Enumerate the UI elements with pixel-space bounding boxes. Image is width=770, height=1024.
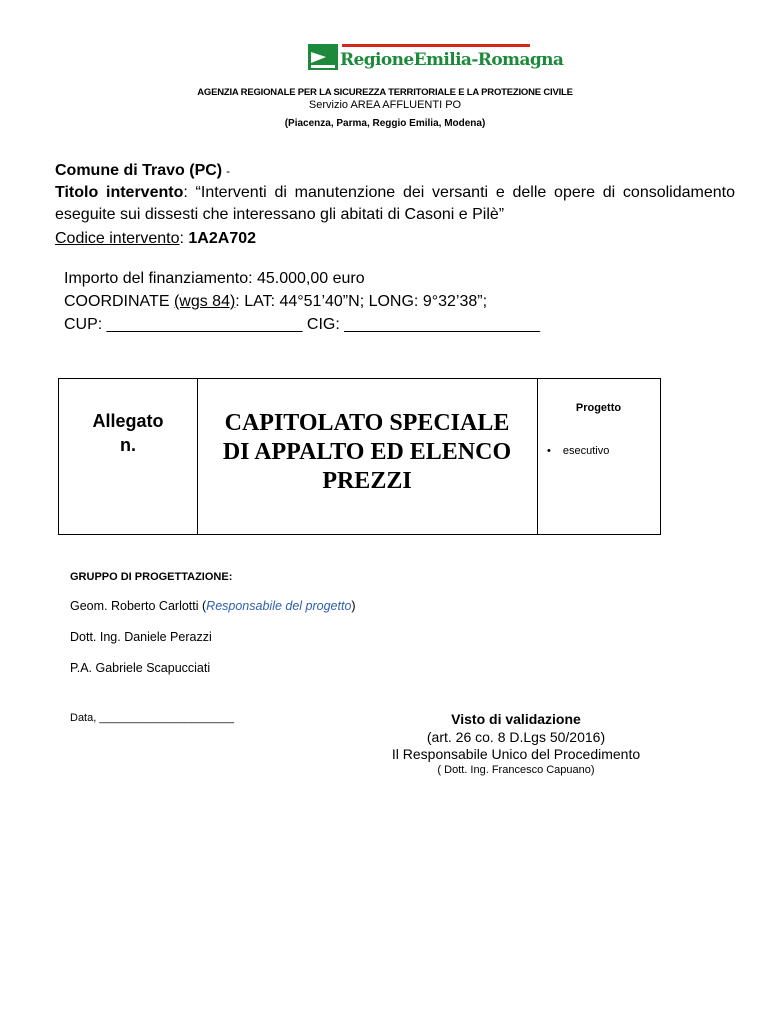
visto-rup-name: ( Dott. Ing. Francesco Capuano) (437, 764, 595, 776)
service-name: Servizio AREA AFFLUENTI PO (308, 99, 462, 111)
allegato-n: n. (120, 435, 136, 455)
member-perazzi: Dott. Ing. Daniele Perazzi (70, 630, 212, 644)
coordinate-line (64, 291, 704, 314)
titolo-label: Titolo intervento (55, 184, 184, 201)
comune-line (55, 160, 735, 182)
coord-rest: : LAT: 44°51’40”N; LONG: 9°32’38”; (235, 293, 488, 310)
group-title: GRUPPO DI PROGETTAZIONE: (70, 571, 233, 583)
title-line-1: CAPITOLATO SPECIALE (224, 410, 510, 436)
comune: Comune di Travo (PC) (55, 162, 223, 179)
codice-sep: : (179, 230, 189, 247)
visto-rup: Il Responsabile Unico del Procedimento (391, 746, 641, 762)
member-scapucciati: P.A. Gabriele Scapucciati (70, 661, 211, 675)
codice-intervento (55, 228, 735, 250)
regione-emblem-icon (308, 44, 338, 70)
member-role: Responsabile del progetto (206, 599, 352, 613)
logo-red-bar (342, 44, 530, 47)
codice-value: 1A2A702 (188, 230, 257, 247)
member-carlotti (70, 599, 356, 613)
codice-label: Codice intervento (55, 230, 180, 247)
allegato-label (59, 409, 197, 457)
member-name: Geom. Roberto Carlotti ( (70, 599, 207, 613)
agency-name: AGENZIA REGIONALE PER LA SICUREZZA TERRITORIALE E LA PROTEZIONE CIVILE (197, 87, 573, 98)
titolo-text: : “Interventi di manutenzione dei versanti e delle opere di consolidamento eseguite sui dissesti che interessano gli abitati di Casoni e Pilè” (55, 184, 736, 223)
logo-text: RegioneEmilia-Romagna (340, 50, 564, 70)
visto-art: (art. 26 co. 8 D.Lgs 50/2016) (426, 729, 606, 745)
title-line-2: DI APPALTO ED ELENCO (222, 439, 512, 465)
progetto-item (547, 445, 609, 457)
allegato-cell (59, 379, 198, 534)
progetto-cell (537, 379, 660, 534)
comune-dash: - (226, 164, 231, 178)
regione-logo (308, 44, 564, 74)
progetto-value: esecutivo (562, 445, 610, 457)
member-role-close: ) (351, 599, 356, 613)
cup-cig-line: CUP: ______________________ CIG: ______________________ (64, 316, 540, 333)
bullet-icon: • (547, 445, 551, 457)
visto-title: Visto di validazione (451, 711, 581, 727)
data-field: Data, ______________________ (70, 712, 234, 724)
progetto-label: Progetto (575, 402, 622, 414)
coord-prefix: COORDINATE (64, 293, 174, 310)
document-title (197, 409, 537, 496)
titolo-intervento (55, 182, 735, 226)
title-cell (197, 379, 538, 534)
allegato-word: Allegato (92, 411, 164, 431)
document-box (58, 378, 661, 535)
coord-wgs: (wgs 84) (173, 293, 236, 310)
importo-line: Importo del finanziamento: 45.000,00 euro (64, 270, 365, 287)
title-line-3: PREZZI (322, 468, 412, 494)
provinces: (Piacenza, Parma, Reggio Emilia, Modena) (284, 118, 486, 129)
